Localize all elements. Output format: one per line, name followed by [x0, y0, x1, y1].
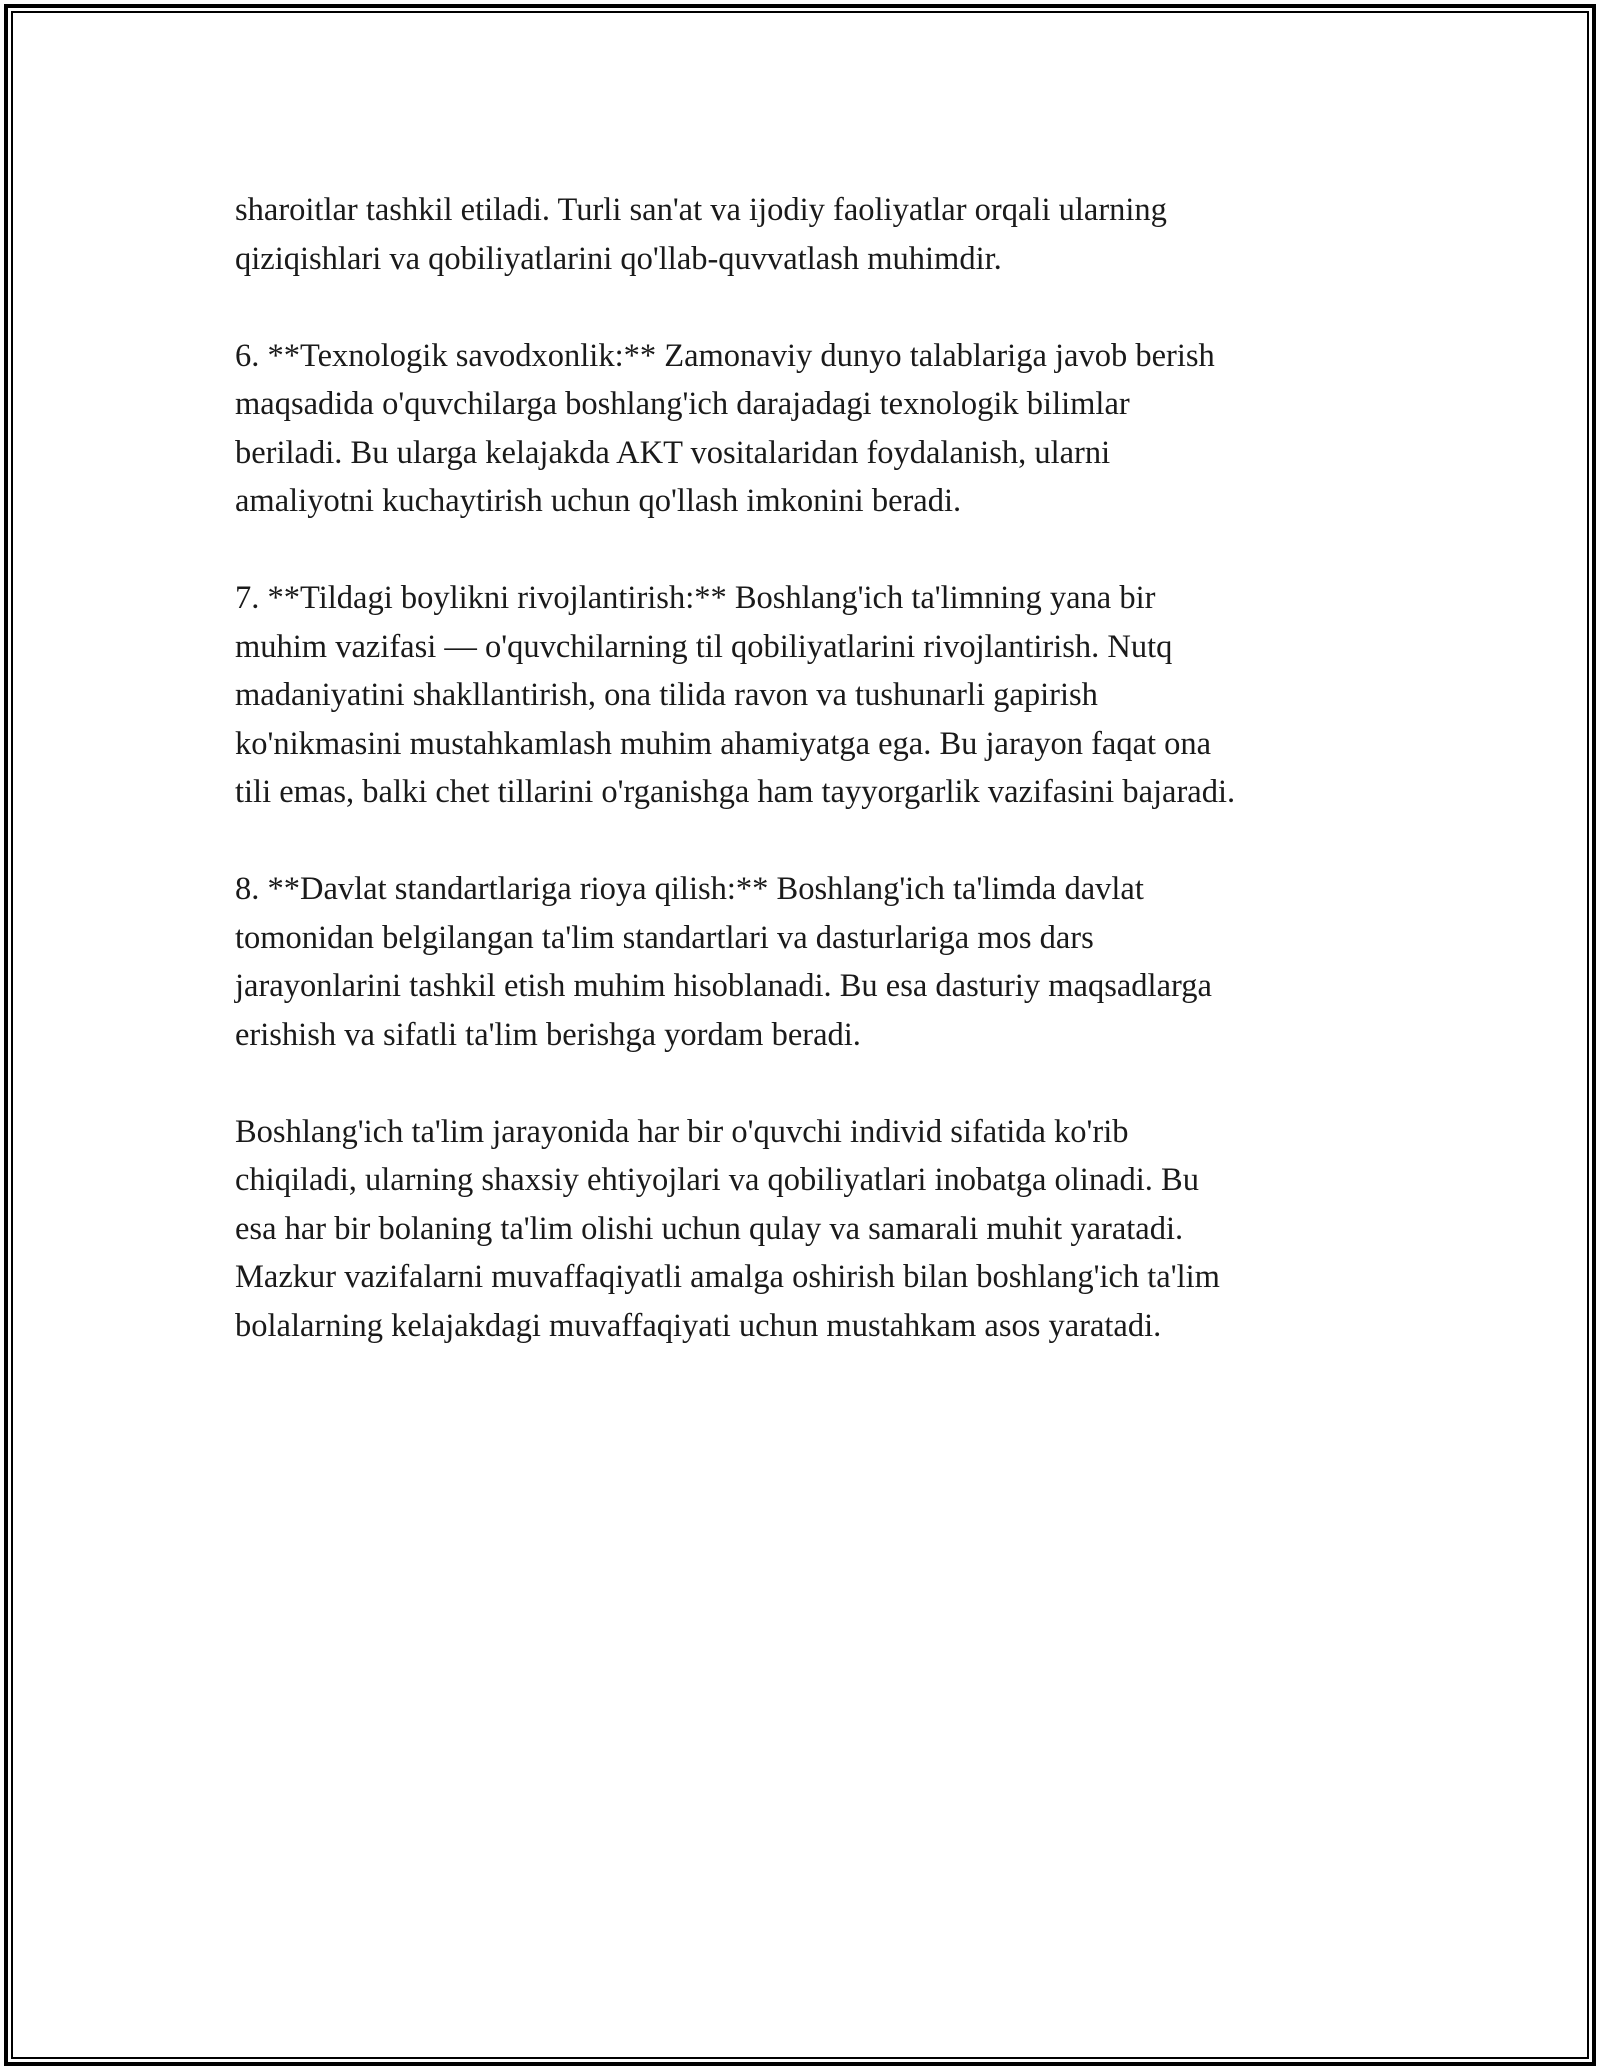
paragraph-item-6: 6. **Texnologik savodxonlik:** Zamonaviy dunyo talablariga javob berish maqsadida o'quvchilarga boshlang'ich darajadagi texnologik bilimlar beriladi. Bu ularga kelajakda AKT vositalaridan foydalanish, ularni amaliyotni kuchaytirish uchun qo'llash imkonini beradi. [235, 337, 1215, 519]
paragraph-continuation: sharoitlar tashkil etiladi. Turli san'at va ijodiy faoliyatlar orqali ularning qiziqishlari va qobiliyatlarini qo'llab-quvvatlash muhimdir. [235, 192, 1167, 277]
paragraph-item-7: 7. **Tildagi boylikni rivojlantirish:** Boshlang'ich ta'limning yana bir muhim vazifasi — o'quvchilarning til qobiliyatlarini rivojlantirish. Nutq madaniyatini shakllantirish, ona tilida ravon va tushunarli gapirish ko'nikmasini mustahkamlash muhim ahamiyatga ega. Bu jarayon faqat ona tili emas, balki chet tillarini o'rganishga ham tayyorgarlik vazifasini bajaradi. [235, 580, 1236, 810]
paragraph-conclusion: Boshlang'ich ta'lim jarayonida har bir o'quvchi individ sifatida ko'rib chiqiladi, ularning shaxsiy ehtiyojlari va qobiliyatlari inobatga olinadi. Bu esa har bir bolaning ta'lim olishi uchun qulay va samarali muhit yaratadi. Mazkur vazifalarni muvaffaqiyatli amalga oshirish bilan boshlang'ich ta'lim bolalarning kelajakdagi muvaffaqiyati uchun mustahkam asos yaratadi. [235, 1113, 1220, 1344]
document-body [235, 186, 1395, 1399]
paragraph-item-8: 8. **Davlat standartlariga rioya qilish:** Boshlang'ich ta'limda davlat tomonidan belgilangan ta'lim standartlari va dasturlariga mos dars jarayonlarini tashkil etish muhim hisoblanadi. Bu esa dasturiy maqsadlarga erishish va sifatli ta'lim berishga yordam beradi. [235, 871, 1212, 1053]
